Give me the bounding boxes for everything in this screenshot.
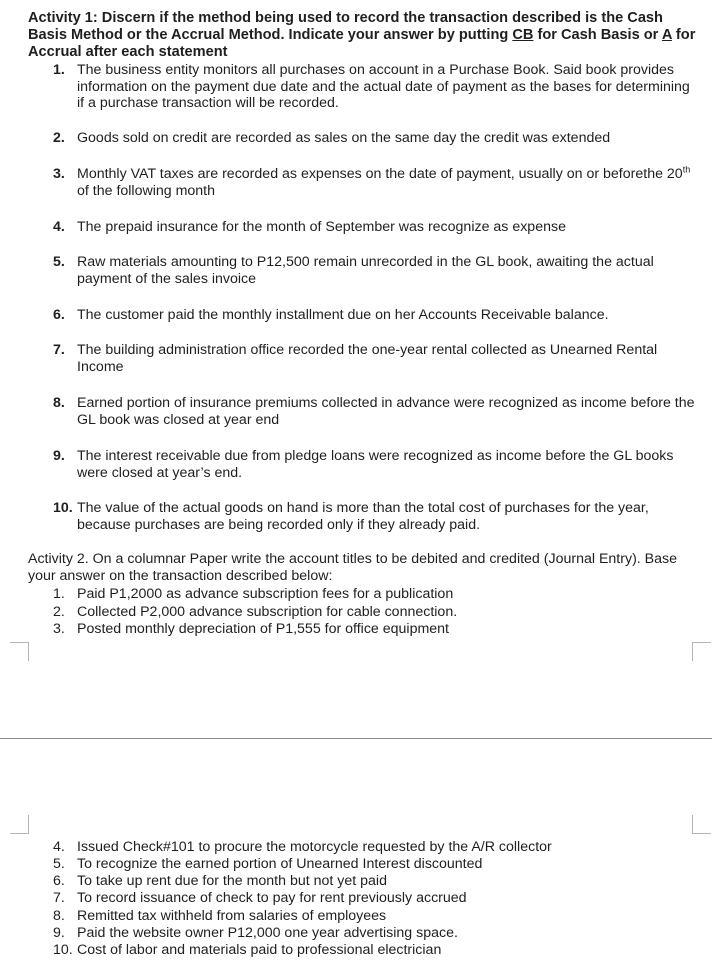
- item-text: Paid P1,2000 as advance subscription fees for a publication: [77, 586, 454, 602]
- activity1-heading: [28, 10, 698, 60]
- item-number: 4.: [53, 839, 65, 855]
- item-number: 3.: [53, 621, 65, 637]
- item-text: The building administration office recorded the one-year rental collected as Unearned Rental Income: [77, 342, 658, 375]
- item-text: Earned portion of insurance premiums collected in advance were recognized as income before the GL book was closed at year end: [77, 395, 695, 428]
- item-number: 10.: [53, 942, 73, 958]
- item-text: The value of the actual goods on hand is more than the total cost of purchases for the year, because purchases are being recorded only if they already paid.: [77, 500, 649, 533]
- activity2-heading: Activity 2. On a columnar Paper write the account titles to be debited and credited (Journal Entry). Base your answer on the transaction described below:: [28, 551, 678, 584]
- item-number: 9.: [53, 448, 65, 464]
- item-number: 5.: [53, 856, 65, 872]
- item-text: Posted monthly depreciation of P1,555 for office equipment: [77, 621, 449, 637]
- item-text: [77, 166, 697, 199]
- item-text: The interest receivable due from pledge loans were recognized as income before the GL books were closed at year’s end.: [77, 448, 674, 481]
- activity1-heading-text-3: for Accrual after each statement: [28, 26, 696, 60]
- page-corner-mark: [10, 815, 29, 834]
- page-corner-mark: [10, 642, 29, 661]
- item-text: The customer paid the monthly installment due on her Accounts Receivable balance.: [77, 307, 609, 323]
- item-text: Collected P2,000 advance subscription for cable connection.: [77, 604, 458, 620]
- item-text: The prepaid insurance for the month of September was recognize as expense: [77, 219, 566, 235]
- item-text: Goods sold on credit are recorded as sales on the same day the credit was extended: [77, 130, 611, 146]
- item-number: 2.: [53, 130, 65, 146]
- ordinal-suffix: th: [682, 164, 691, 175]
- page-corner-mark: [692, 815, 711, 834]
- item-text: Cost of labor and materials paid to professional electrician: [77, 942, 442, 958]
- item-number: 7.: [53, 342, 65, 358]
- item-text: Remitted tax withheld from salaries of employees: [77, 908, 387, 924]
- a-abbrev: A: [661, 26, 672, 43]
- item-text: To record issuance of check to pay for rent previously accrued: [77, 890, 467, 906]
- item-text-a: Monthly VAT taxes are recorded as expenses on the date of payment, usually on or beforethe 20: [77, 166, 683, 182]
- item-text: Issued Check#101 to procure the motorcycle requested by the A/R collector: [77, 839, 552, 855]
- item-number: 9.: [53, 925, 65, 941]
- item-number: 10.: [53, 500, 73, 516]
- activity1-heading-text-2: for Cash Basis or: [533, 26, 662, 43]
- item-number: 2.: [53, 604, 65, 620]
- item-number: 8.: [53, 908, 65, 924]
- item-text: The business entity monitors all purchases on account in a Purchase Book. Said book provides information on the payment due date and the actual date of payment as the bases for determining if a purchase transaction will be recorded.: [77, 62, 690, 112]
- item-number: 7.: [53, 890, 65, 906]
- item-number: 5.: [53, 254, 65, 270]
- item-number: 1.: [53, 586, 65, 602]
- item-number: 6.: [53, 307, 65, 323]
- item-text: Raw materials amounting to P12,500 remain unrecorded in the GL book, awaiting the actual payment of the sales invoice: [77, 254, 654, 287]
- item-number: 3.: [53, 166, 65, 182]
- item-text: Paid the website owner P12,000 one year advertising space.: [77, 925, 458, 941]
- activity1-heading-text: Activity 1: Discern if the method being used to record the transaction described is the Cash Basis Method or the Accrual Method. Indicate your answer by putting: [28, 10, 663, 43]
- item-text-b: of the following month: [77, 182, 216, 199]
- cb-abbrev: CB: [512, 26, 534, 43]
- item-number: 1.: [53, 62, 65, 78]
- page-corner-mark: [692, 642, 711, 661]
- item-text: To recognize the earned portion of Unearned Interest discounted: [77, 856, 483, 872]
- item-number: 8.: [53, 395, 65, 411]
- item-number: 6.: [53, 873, 65, 889]
- item-number: 4.: [53, 219, 65, 235]
- page-break-divider: [0, 738, 712, 739]
- item-text: To take up rent due for the month but not yet paid: [77, 873, 387, 889]
